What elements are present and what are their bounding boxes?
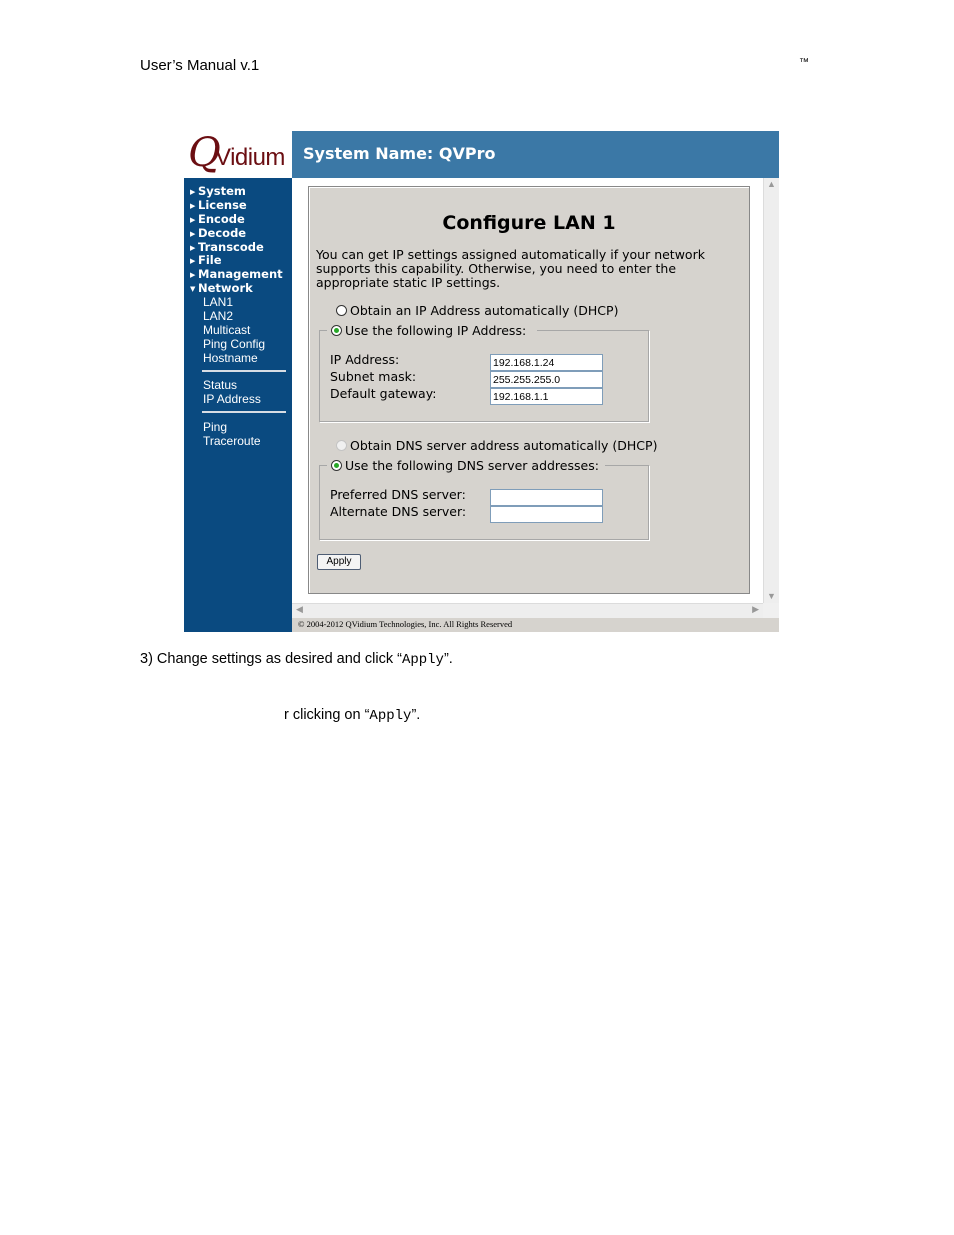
triangle-right-icon: ▶ [190,230,196,238]
system-name-title: System Name: QVPro [303,144,496,163]
content-frame [292,178,779,618]
subnet-mask-label: Subnet mask: [330,369,417,384]
apply-button[interactable]: Apply [317,554,361,570]
ip-dhcp-label: Obtain an IP Address automatically (DHCP) [350,303,619,318]
sidebar-item-lan1[interactable]: LAN1 [203,295,234,309]
sidebar-item-ip-address[interactable]: IP Address [203,392,261,406]
ip-address-label: IP Address: [330,352,400,367]
nav-decode[interactable]: ▶ Decode [190,226,247,240]
manual-header-title: User’s Manual v.1 [140,57,260,74]
horizontal-scrollbar[interactable] [292,603,763,618]
vertical-scrollbar[interactable] [763,178,779,603]
sidebar-item-ping[interactable]: Ping [203,420,228,434]
scroll-up-icon[interactable]: ▲ [767,179,776,189]
ip-static-label: Use the following IP Address: [345,323,527,338]
copyright-text: © 2004-2012 QVidium Technologies, Inc. All Rights Reserved [298,619,513,629]
alternate-dns-input[interactable] [490,506,603,523]
dns-static-radio[interactable] [331,460,342,471]
scrollbar-corner [763,603,779,618]
logo-q-glyph: Q [188,131,221,176]
nav-encode[interactable]: ▶ Encode [190,212,245,226]
nav-network[interactable]: ▼ Network [190,281,253,295]
sidebar-item-status[interactable]: Status [203,378,238,392]
ip-dhcp-radio[interactable] [336,305,347,316]
logo-text: Vidium [215,144,285,171]
triangle-right-icon: ▶ [190,216,196,224]
footer-bar [292,618,779,632]
nav-transcode[interactable]: ▶ Transcode [190,240,264,254]
step-3-instruction: 3) Change settings as desired and click “Apply”. [140,651,453,668]
web-ui-screenshot [184,131,779,632]
triangle-down-icon: ▼ [190,285,196,293]
apply-code: Apply [369,708,412,724]
subnet-mask-input[interactable] [490,371,603,388]
sidebar-item-multicast[interactable]: Multicast [203,323,251,337]
sidebar-divider [202,370,286,372]
scroll-right-icon[interactable]: ▶ [752,604,759,614]
sidebar-item-ping-config[interactable]: Ping Config [203,337,266,351]
nav-system[interactable]: ▶ System [190,184,246,198]
nav-management[interactable]: ▶ Management [190,267,283,281]
page-description: You can get IP settings assigned automatically if your network supports this capability. Otherwise, you need to enter the appropriate static IP settings. [316,247,705,290]
triangle-right-icon: ▶ [190,244,196,252]
apply-code: Apply [401,652,444,668]
triangle-right-icon: ▶ [190,257,196,265]
configure-lan-panel [308,186,750,594]
triangle-right-icon: ▶ [190,202,196,210]
nav-file[interactable]: ▶ File [190,253,222,267]
apply-note: r clicking on “Apply”. [284,707,421,724]
default-gateway-input[interactable] [490,388,603,405]
alternate-dns-label: Alternate DNS server: [330,504,467,519]
sidebar-divider [202,411,286,413]
scroll-left-icon[interactable]: ◀ [296,604,303,614]
dns-static-label: Use the following DNS server addresses: [345,458,599,473]
qvidium-logo [184,131,292,178]
sidebar-item-lan2[interactable]: LAN2 [203,309,234,323]
ip-static-radio[interactable] [331,325,342,336]
trademark-mark: ™ [799,57,809,68]
preferred-dns-input[interactable] [490,489,603,506]
scroll-down-icon[interactable]: ▼ [767,591,776,601]
triangle-right-icon: ▶ [190,271,196,279]
dns-dhcp-label: Obtain DNS server address automatically (DHCP) [350,438,658,453]
sidebar-item-hostname[interactable]: Hostname [203,351,258,365]
dns-dhcp-radio[interactable] [336,440,347,451]
sidebar-item-traceroute[interactable]: Traceroute [203,434,261,448]
triangle-right-icon: ▶ [190,188,196,196]
nav-license[interactable]: ▶ License [190,198,247,212]
sidebar [184,178,292,632]
page-title: Configure LAN 1 [442,212,616,234]
preferred-dns-label: Preferred DNS server: [330,487,466,502]
title-bar [292,131,779,178]
ip-address-input[interactable] [490,354,603,371]
default-gateway-label: Default gateway: [330,386,437,401]
